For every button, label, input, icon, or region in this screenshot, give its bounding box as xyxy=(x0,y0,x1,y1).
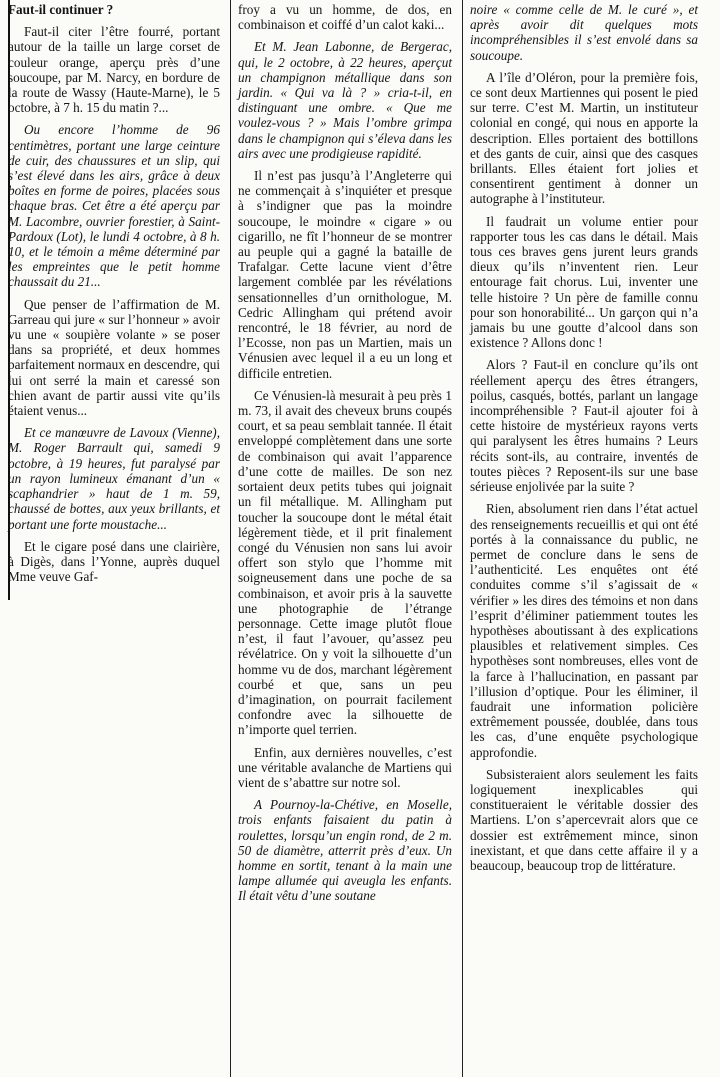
paragraph: Faut-il citer l’être fourré, portant autour de la taille un large corset de couleur orange, aperçu près d’une soucoupe, par M. Narcy, en bordure de la route de Wassy (Haute-Marne), le 5 octobre, à 7 h. 15 du matin ?... xyxy=(8,24,220,116)
paragraph: Il n’est pas jusqu’à l’Angleterre qui ne commençait à s’inquiéter et presque à s’indigner que pas la moindre soucoupe, le moindre « cigare » ou cigarillo, ne fît l’honneur de se montrer au peuple qui a gagné la bataille de Trafalgar. Cette lacune vient d’être largement comblée par les révélations sensationnelles d’un ornithologue, M. Cedric Allingham qui prétend avoir rencontré, le 18 février, au nord de l’Ecosse, non pas un Martien, mais un Vénusien avec lequel il a eu un long et difficile entretien. xyxy=(238,168,452,381)
article-column-1 xyxy=(8,2,220,591)
article-column-3 xyxy=(470,2,698,880)
column-rule-1 xyxy=(230,0,231,1077)
paragraph: noire « comme celle de M. le curé », et après avoir dit quelques mots incompréhensibles il s’est envolé dans sa soucoupe. xyxy=(470,2,698,63)
article-column-2 xyxy=(238,2,452,911)
column-rule-2 xyxy=(462,0,463,1077)
subheading: Faut-il continuer ? xyxy=(8,2,114,17)
paragraph: froy a vu un homme, de dos, en combinaison et coiffé d’un calot kaki... xyxy=(238,2,452,33)
paragraph: Ce Vénusien-là mesurait à peu près 1 m. 73, il avait des cheveux bruns coupés court, et sa peau semblait tannée. Il était enveloppé complètement dans une sorte de combinaison qui avait l’apparence d’une cotte de mailles. De son nez sortaient deux petits tubes qui joignait un fil métallique. M. Allingham put toucher la soucoupe dont le métal était légèrement tiède, et il prit finalement congé du Vénusien non sans lui avoir offert son stylo que l’homme mit soigneusement dans une poche de sa combinaison, et avoir pris à la sauvette une photographie de l’étrange personnage. Cette image plutôt floue n’est, il faut l’avouer, qu’assez peu révélatrice. On y voit la silhouette d’un homme vu de dos, marchant légèrement courbé et que, sans un peu d’imagination, on pourrait facilement confondre avec la silhouette de n’importe quel terrien. xyxy=(238,387,452,738)
paragraph: A Pournoy-la-Chétive, en Moselle, trois enfants faisaient du patin à roulettes, lorsqu’un engin rond, de 2 m. 50 de diamètre, atterrit près d’eux. Un homme en sortit, tenant à la main une lampe allumée qui aveugla les enfants. Il était vêtu d’une soutane xyxy=(238,797,452,904)
paragraph: Et ce manœuvre de Lavoux (Vienne), M. Roger Barrault qui, samedi 9 octobre, à 19 heures, fut paralysé par un rayon lumineux émanant d’un « scaphandrier » haut de 1 m. 59, chaussé de bottes, aux yeux brillants, et portant une forte moustache... xyxy=(8,425,220,532)
paragraph: Ou encore l’homme de 96 centimètres, portant une large ceinture de cuir, des chaussures et un slip, qui s’est élevé dans les airs, grâce à deux boîtes en forme de poires, placées sous chaque bras. Cet être a été aperçu par M. Lacombre, ouvrier forestier, à Saint-Pardoux (Lot), le lundi 4 octobre, à 8 h. 10, et le témoin a même déterminé par les empreintes que le petit homme chaussait du 21... xyxy=(8,122,220,290)
paragraph: Et M. Jean Labonne, de Bergerac, qui, le 2 octobre, à 22 heures, aperçut un champignon métallique dans son jardin. « Qui va là ? » cria-t-il, en distinguant une ombre. « Que me voulez-vous ? » Mais l’ombre grimpa dans le champignon qui s’éleva dans les airs avec une prodigieuse rapidité. xyxy=(238,39,452,161)
paragraph: A l’île d’Oléron, pour la première fois, ce sont deux Martiennes qui posent le pied sur terre. C’est M. Martin, un instituteur colonial en congé, qui nous en apporte la description. Elles portaient des bottillons et des gants de cuir, ainsi que des casques brillants. Elles étaient fort jolies et consentirent gentiment à donner un autographe à l’instituteur. xyxy=(470,69,698,207)
paragraph: Que penser de l’affirmation de M. Garreau qui jure « sur l’honneur » avoir vu une « soupière volante » se poser dans sa propriété, et deux hommes parfaitement normaux en descendre, qui lui ont serré la main et caressé son chien avant de partir aussi vite qu’ils étaient venus... xyxy=(8,296,221,419)
paragraph: Il faudrait un volume entier pour rapporter tous les cas dans le détail. Mais tous ces braves gens jurent leurs grands dieux qu’ils n’inventent rien. Leur entourage fait chorus. Lui, inventer une telle histoire ? Un père de famille connu pour son honorabilité... Un garçon qui n’a jamais bu une goutte d’alcool dans son existence ? Allons donc ! xyxy=(470,213,698,351)
paragraph: Subsisteraient alors seulement les faits logiquement inexplicables qui constitueraient le véritable dossier des Martiens. L’on s’apercevrait alors que ce dossier est extrêmement mince, sinon inexistant, et que dans cette affaire il y a beaucoup, beaucoup trop de littérature. xyxy=(470,766,698,873)
paragraph: Et le cigare posé dans une clairière, à Digès, dans l’Yonne, auprès duquel Mme veuve Gaf- xyxy=(8,538,220,585)
paragraph: Alors ? Faut-il en conclure qu’ils ont réellement aperçu des êtres étrangers, poilus, casqués, bottés, parlant un langage incompréhensible ? Faut-il ajouter foi à cette histoire de mystérieux rayons verts qui paralysent les êtres humains ? Leurs récits sont-ils, au contraire, inventés de toutes pièces ? Reposent-ils sur une base sérieuse enjolivée par la suite ? xyxy=(470,357,698,495)
paragraph: Rien, absolument rien dans l’état actuel des renseignements recueillis et qui ont été portés à la connaissance du public, ne permet de conclure dans le sens de l’authenticité. Les enquêtes ont été conduites comme s’il s’agissait de « vérifier » les dires des témoins et non dans l’esprit d’éliminer patiemment toutes les hypothèses aboutissant à des explications plausibles et relativement simples. Ces hypothèses sont nombreuses, elles vont de la farce à l’hallucination, en passant par l’illusion d’optique. Pour les éliminer, il faudrait une information policière extrêmement poussée, doublée, dans tous les cas, d’une enquête psychologique approfondie. xyxy=(470,501,698,760)
paragraph: Enfin, aux dernières nouvelles, c’est une véritable avalanche de Martiens qui vient de s’abattre sur notre sol. xyxy=(238,744,452,790)
